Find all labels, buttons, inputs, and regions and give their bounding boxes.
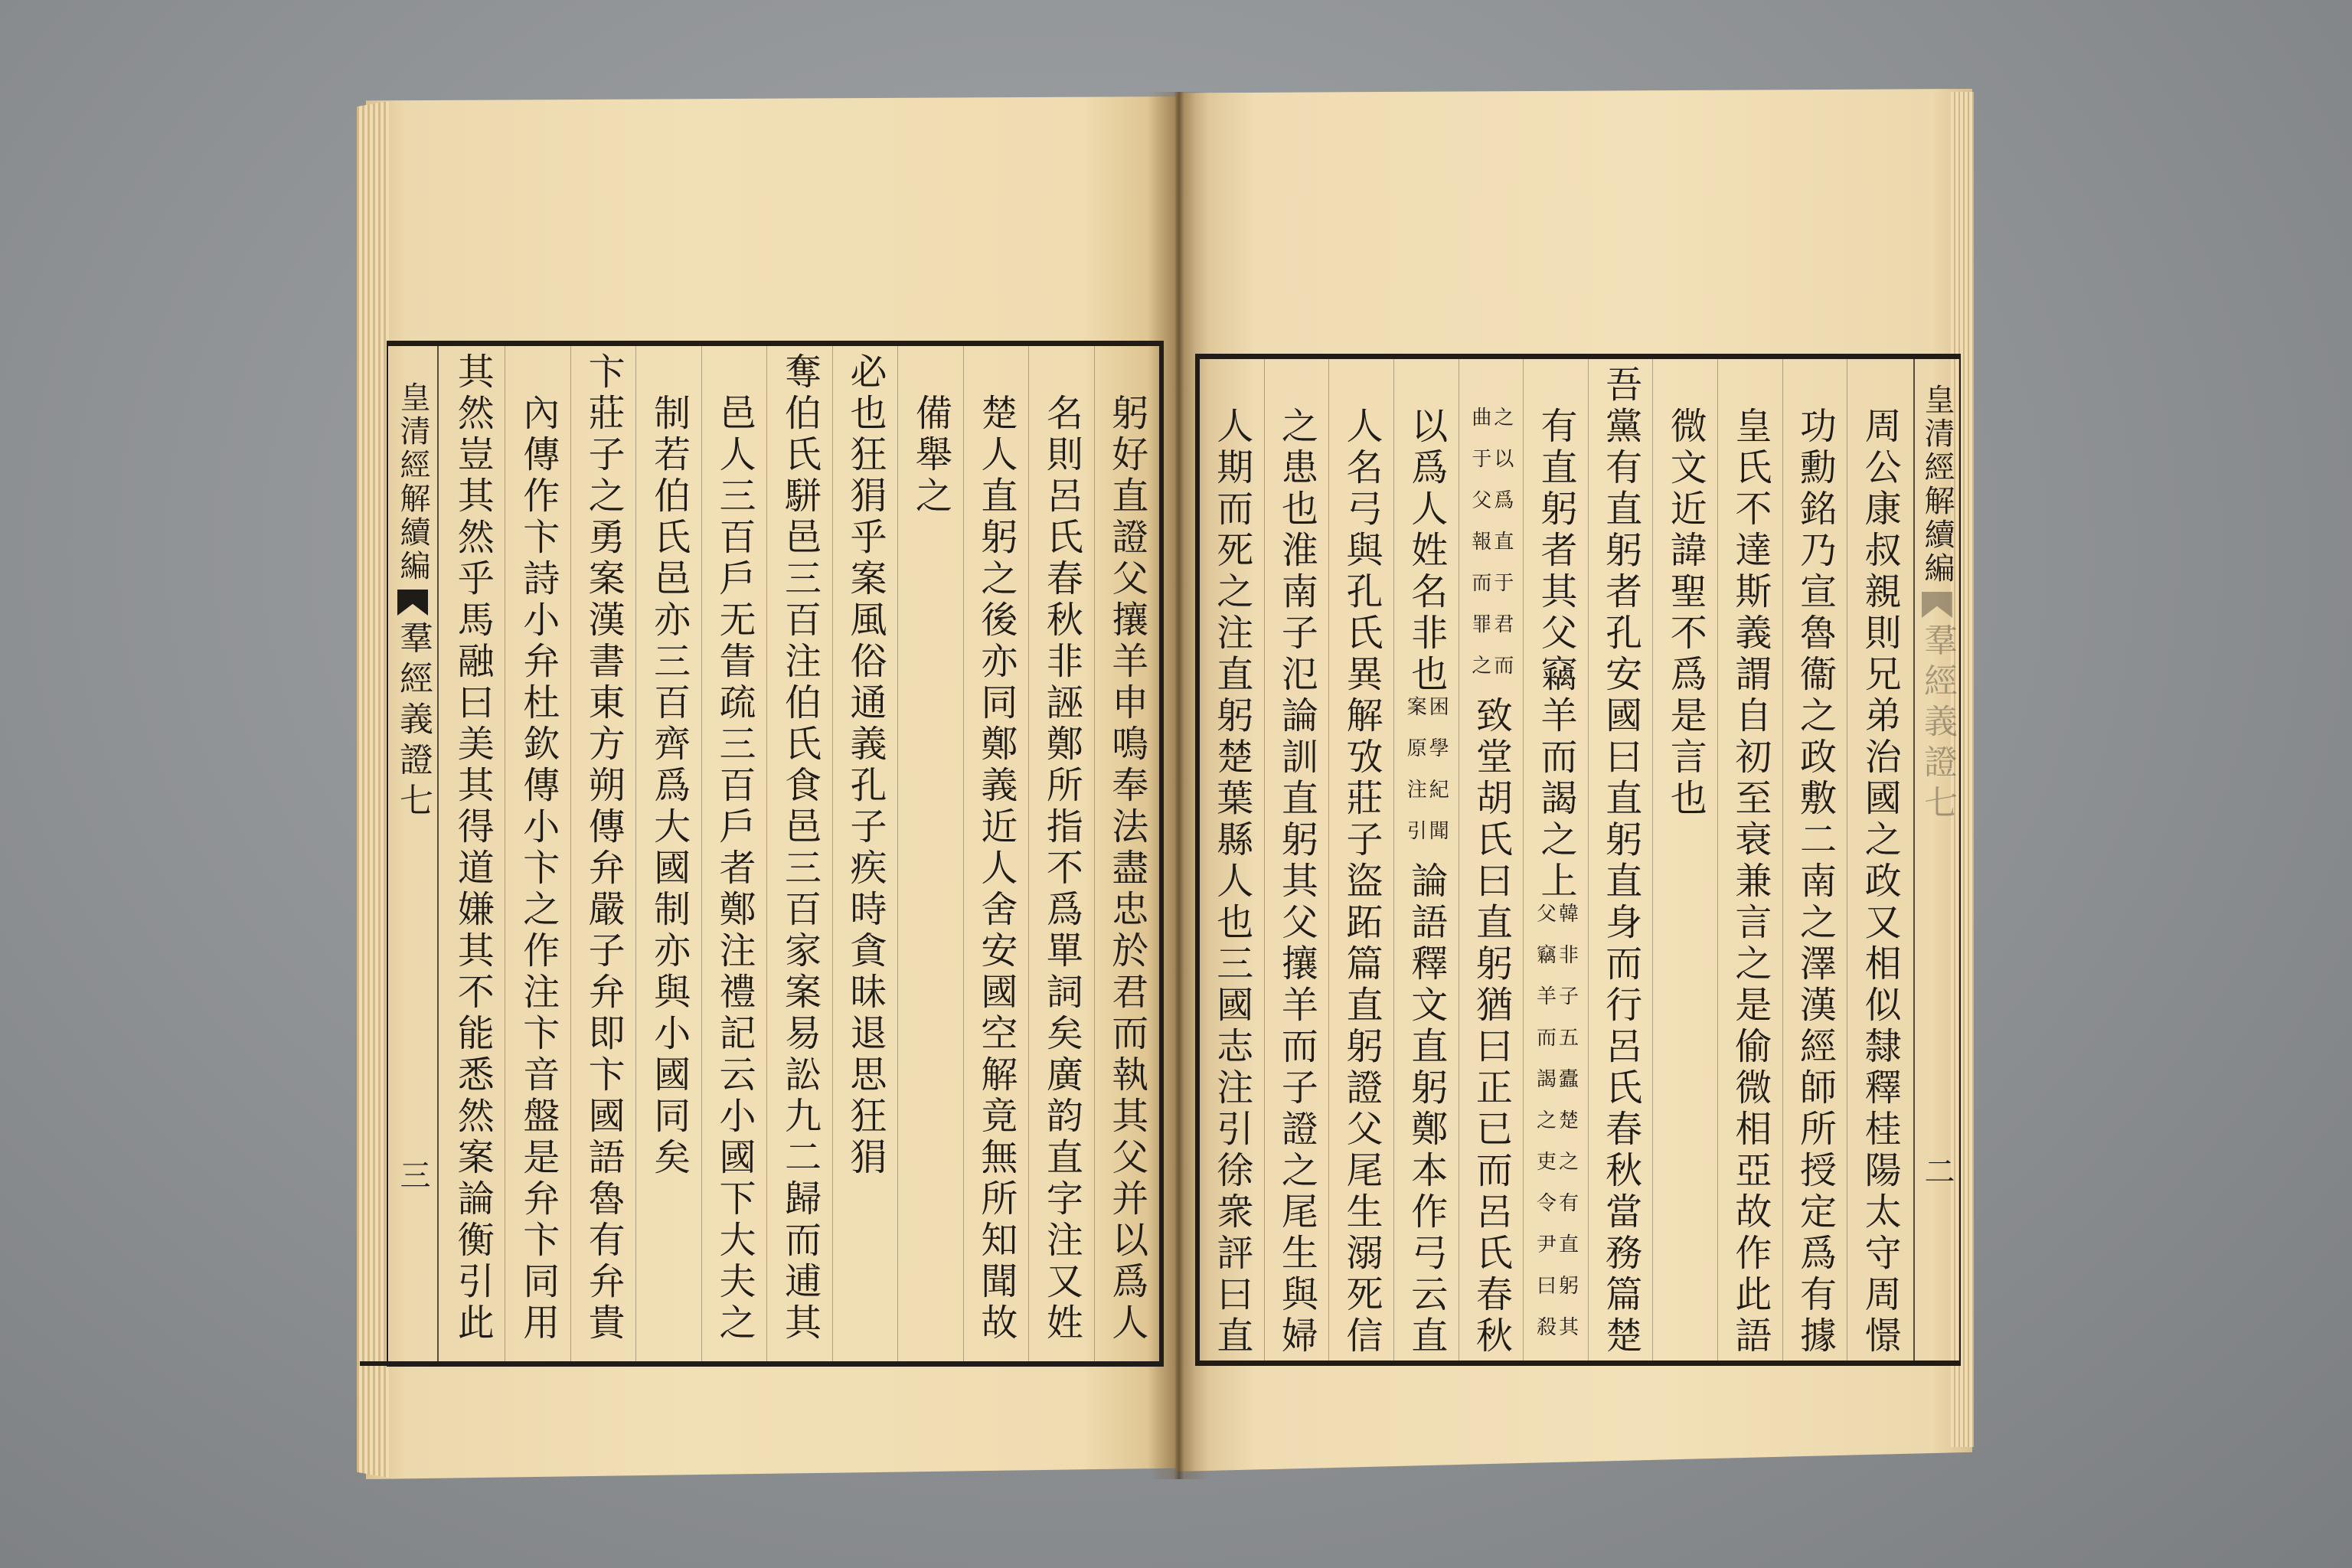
note-line: 之以爲直于君而 [1490, 407, 1514, 696]
leaf-number: 二 [1919, 1155, 1955, 1186]
margin-title: 皇清經解續編 [1919, 384, 1955, 586]
margin-title: 皇清經解續編 [395, 381, 430, 583]
column-text: 人期而死之注直躬楚葉縣人也三國志注引徐衆評曰直 [1210, 407, 1253, 1357]
column-text: 皇氏不達斯義謂自初至衰兼言之是偷微相亞故作此語 [1728, 407, 1772, 1357]
text-column [1782, 359, 1847, 1361]
text-column [1028, 346, 1093, 1361]
text-column [1652, 359, 1717, 1361]
note-line: 父竊羊而謁之吏令尹曰殺 [1533, 903, 1557, 1357]
page-margin-left [388, 346, 439, 1361]
column-text: 其然豈其然乎馬融曰美其得道嫌其不能悉然案論衡引此 [451, 352, 495, 1344]
text-column [1264, 359, 1329, 1361]
double-line-note [1405, 696, 1447, 861]
left-page-edges [357, 101, 389, 1478]
column-text: 論語釋文直躬鄭本作弓云直 [1404, 861, 1448, 1357]
text-column [1328, 359, 1393, 1361]
text-frame-left [387, 341, 1164, 1367]
column-text: 邑人三百戶无眚疏三百戶者鄭注禮記云小國下大夫之 [713, 394, 756, 1344]
column-text: 吾黨有直躬者孔安國曰直躬直身而行呂氏春秋當務篇楚 [1599, 365, 1642, 1357]
column-text: 內傳作卞詩小弁杜欽傳小卞之作注卞音盤是弁卞同用 [516, 394, 560, 1344]
margin-section: 羣經義證七 [394, 620, 433, 823]
fish-tail-mark [1922, 592, 1952, 618]
column-text: 以爲人姓名非也 [1404, 407, 1448, 696]
columns-left [440, 346, 1159, 1361]
note-line: 曲于父報而罪之 [1468, 407, 1491, 696]
text-column [963, 346, 1028, 1361]
fish-tail-mark [397, 590, 428, 616]
note-line: 困學紀聞 [1426, 696, 1449, 861]
column-text: 必也狂狷乎案風俗通義孔子疾時貪昧退思狂狷 [843, 352, 887, 1179]
text-column [897, 346, 962, 1361]
page-margin-right [1913, 359, 1959, 1361]
columns-right [1200, 359, 1912, 1361]
text-column [505, 346, 570, 1361]
column-text: 周公康叔親則兄弟治國之政又相似隸釋桂陽太守周憬 [1858, 407, 1902, 1357]
text-column [766, 346, 831, 1361]
text-frame-right [1195, 354, 1961, 1366]
text-column [440, 346, 505, 1361]
text-column [1523, 359, 1588, 1361]
column-text: 卞莊子之勇案漢書東方朔傳弁嚴子弁即卞國語魯有弁貴 [582, 352, 626, 1344]
text-column [1588, 359, 1653, 1361]
double-line-note [1533, 903, 1579, 1357]
column-text: 備舉之 [909, 394, 952, 518]
column-text: 之患也淮南子氾論訓直躬其父攘羊而子證之尾生與婦 [1275, 407, 1318, 1357]
text-column [1717, 359, 1782, 1361]
column-text: 制若伯氏邑亦三百齊爲大國制亦與小國同矣 [647, 394, 691, 1179]
bottom-rule-extension [360, 1361, 390, 1366]
text-column [1094, 346, 1159, 1361]
text-column [701, 346, 766, 1361]
text-column [570, 346, 635, 1361]
column-text: 微文近諱聖不爲是言也 [1664, 407, 1707, 820]
column-text: 功勳銘乃宣魯衞之政敷二南之澤漢經師所授定爲有據 [1793, 407, 1837, 1357]
column-text: 人名弓與孔氏異解攷莊子盜跖篇直躬證父尾生溺死信 [1340, 407, 1383, 1357]
text-column [832, 346, 897, 1361]
column-text: 名則呂氏春秋非誣鄭所指不爲單詞矣廣韵直字注又姓 [1040, 394, 1083, 1344]
text-column [1200, 359, 1264, 1361]
note-line: 案原注引 [1403, 696, 1427, 861]
column-text: 躬好直證父攘羊申鳴奉法盡忠於君而執其父并以爲人 [1105, 394, 1148, 1344]
text-column [1459, 359, 1524, 1361]
double-line-note [1470, 407, 1512, 696]
text-column [635, 346, 701, 1361]
column-text: 奪伯氏駢邑三百注伯氏食邑三百家案易訟九二歸而逋其 [778, 352, 822, 1344]
column-text: 致堂胡氏曰直躬猶曰正已而呂氏春秋 [1469, 696, 1513, 1357]
text-column [1847, 359, 1912, 1361]
column-text: 有直躬者其父竊羊而謁之上 [1534, 407, 1577, 903]
column-text: 楚人直躬之後亦同鄭義近人舍安國空解竟無所知聞故 [974, 394, 1018, 1344]
margin-section: 羣經義證七 [1918, 622, 1957, 825]
leaf-number: 三 [395, 1159, 430, 1190]
note-line: 韓非子五蠹楚之有直躬其 [1555, 903, 1579, 1357]
text-column [1393, 359, 1459, 1361]
